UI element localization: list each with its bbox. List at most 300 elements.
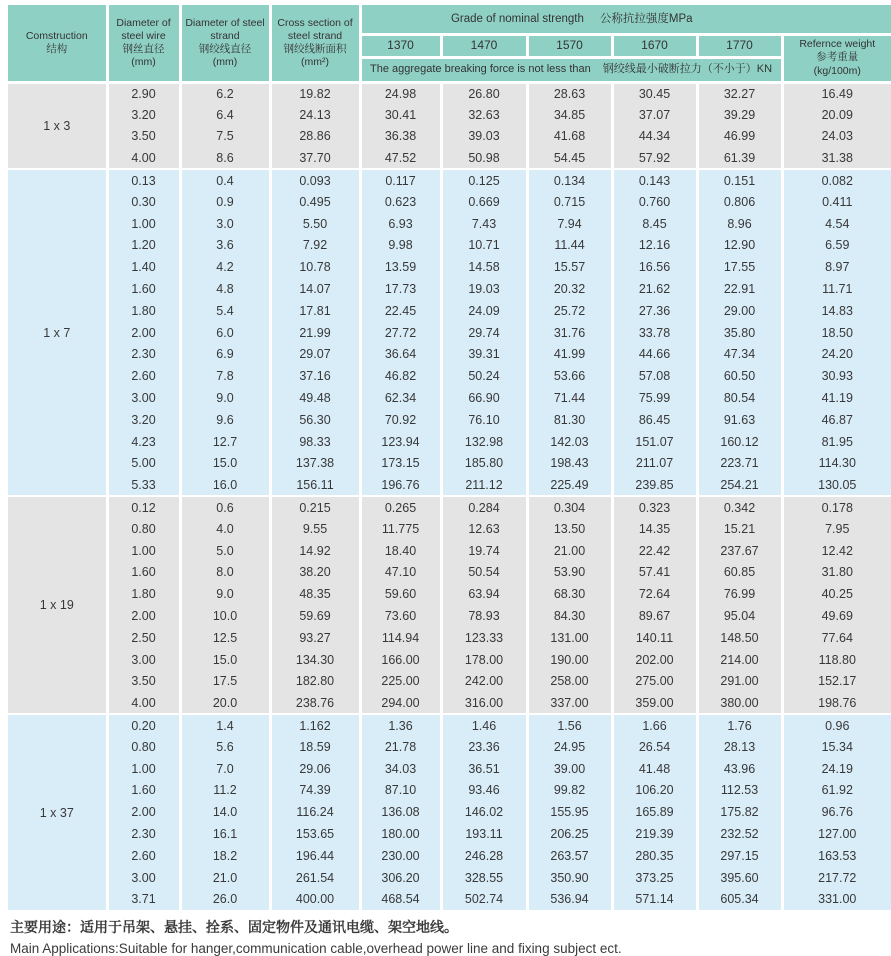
cell: 502.74	[441, 888, 527, 910]
table-row	[8, 387, 891, 409]
cell: 34.85	[527, 104, 612, 126]
cell: 61.92	[782, 780, 891, 802]
cell: 60.85	[697, 562, 782, 584]
cell: 1.80	[107, 300, 180, 322]
table-row	[8, 213, 891, 235]
cell: 70.92	[360, 409, 441, 431]
cell: 22.45	[360, 300, 441, 322]
cell: 130.05	[782, 474, 891, 496]
cell: 4.00	[107, 147, 180, 169]
cell: 74.39	[270, 780, 360, 802]
cell: 0.495	[270, 191, 360, 213]
cell: 31.38	[782, 147, 891, 169]
cell: 17.73	[360, 278, 441, 300]
cell: 148.50	[697, 627, 782, 649]
construction-label: 1 x 19	[8, 496, 107, 714]
cell: 63.94	[441, 583, 527, 605]
cell: 50.24	[441, 365, 527, 387]
cell: 173.15	[360, 453, 441, 475]
table-row	[8, 562, 891, 584]
cell: 24.13	[270, 104, 360, 126]
cell: 11.44	[527, 235, 612, 257]
cell: 57.08	[612, 365, 697, 387]
cell: 536.94	[527, 888, 612, 910]
cell: 17.5	[180, 671, 270, 693]
cell: 137.38	[270, 453, 360, 475]
cell: 263.57	[527, 845, 612, 867]
cell: 29.06	[270, 758, 360, 780]
cell: 0.151	[697, 169, 782, 191]
cell: 175.82	[697, 801, 782, 823]
header-breaking-force: The aggregate breaking force is not less than 钢绞线最小破断拉力（不小于）KN	[360, 57, 782, 82]
cell: 1.60	[107, 780, 180, 802]
cell: 22.91	[697, 278, 782, 300]
cell: 50.54	[441, 562, 527, 584]
table-row	[8, 256, 891, 278]
cell: 62.34	[360, 387, 441, 409]
cell: 1.36	[360, 714, 441, 736]
cell: 131.00	[527, 627, 612, 649]
cell: 13.59	[360, 256, 441, 278]
cell: 11.775	[360, 518, 441, 540]
cell: 26.0	[180, 888, 270, 910]
cell: 39.29	[697, 104, 782, 126]
cell: 1.60	[107, 562, 180, 584]
cell: 6.4	[180, 104, 270, 126]
table-row	[8, 627, 891, 649]
cell: 165.89	[612, 801, 697, 823]
cell: 16.1	[180, 823, 270, 845]
table-row	[8, 496, 891, 518]
cell: 7.43	[441, 213, 527, 235]
cell: 3.20	[107, 409, 180, 431]
cell: 16.56	[612, 256, 697, 278]
cell: 180.00	[360, 823, 441, 845]
cell: 5.33	[107, 474, 180, 496]
cell: 7.95	[782, 518, 891, 540]
cell: 3.0	[180, 213, 270, 235]
cell: 225.49	[527, 474, 612, 496]
cell: 39.00	[527, 758, 612, 780]
cell: 84.30	[527, 605, 612, 627]
cell: 242.00	[441, 671, 527, 693]
cell: 78.93	[441, 605, 527, 627]
cell: 206.25	[527, 823, 612, 845]
cell: 3.00	[107, 649, 180, 671]
table-row	[8, 823, 891, 845]
table-row	[8, 540, 891, 562]
cell: 1.20	[107, 235, 180, 257]
cell: 59.69	[270, 605, 360, 627]
cell: 30.93	[782, 365, 891, 387]
cell: 20.09	[782, 104, 891, 126]
cell: 190.00	[527, 649, 612, 671]
table-row	[8, 692, 891, 714]
header-grade-1670: 1670	[612, 34, 697, 57]
cell: 0.6	[180, 496, 270, 518]
cell: 14.07	[270, 278, 360, 300]
table-row	[8, 736, 891, 758]
cell: 24.03	[782, 126, 891, 148]
cell: 21.62	[612, 278, 697, 300]
table-row	[8, 235, 891, 257]
cell: 59.60	[360, 583, 441, 605]
cell: 2.00	[107, 801, 180, 823]
cell: 73.60	[360, 605, 441, 627]
cell: 12.5	[180, 627, 270, 649]
table-row	[8, 671, 891, 693]
table-row	[8, 583, 891, 605]
cell: 36.51	[441, 758, 527, 780]
cell: 30.45	[612, 82, 697, 104]
header-grade-1370: 1370	[360, 34, 441, 57]
cell: 5.6	[180, 736, 270, 758]
cell: 7.94	[527, 213, 612, 235]
cell: 8.96	[697, 213, 782, 235]
cell: 373.25	[612, 867, 697, 889]
table-row	[8, 780, 891, 802]
cell: 33.78	[612, 322, 697, 344]
cell: 12.42	[782, 540, 891, 562]
cell: 21.78	[360, 736, 441, 758]
cell: 0.082	[782, 169, 891, 191]
cell: 2.30	[107, 344, 180, 366]
cell: 18.40	[360, 540, 441, 562]
cell: 53.90	[527, 562, 612, 584]
cell: 2.00	[107, 322, 180, 344]
construction-label: 1 x 37	[8, 714, 107, 910]
cell: 275.00	[612, 671, 697, 693]
cell: 2.50	[107, 627, 180, 649]
cell: 29.07	[270, 344, 360, 366]
cell: 237.67	[697, 540, 782, 562]
cell: 2.60	[107, 365, 180, 387]
footer-note-zh: 主要用途：适用于吊架、悬挂、拴系、固定物件及通讯电缆、架空地线。	[10, 919, 458, 936]
table-row	[8, 82, 891, 104]
cell: 3.50	[107, 126, 180, 148]
cell: 223.71	[697, 453, 782, 475]
cell: 0.178	[782, 496, 891, 518]
cell: 32.63	[441, 104, 527, 126]
cell: 0.80	[107, 518, 180, 540]
cell: 114.94	[360, 627, 441, 649]
cell: 35.80	[697, 322, 782, 344]
cell: 20.32	[527, 278, 612, 300]
footer-notes	[10, 917, 891, 956]
group-1x3	[8, 82, 891, 169]
cell: 10.0	[180, 605, 270, 627]
cell: 77.64	[782, 627, 891, 649]
cell: 214.00	[697, 649, 782, 671]
cell: 28.86	[270, 126, 360, 148]
cell: 359.00	[612, 692, 697, 714]
cell: 261.54	[270, 867, 360, 889]
cell: 48.35	[270, 583, 360, 605]
header-grade-1470: 1470	[441, 34, 527, 57]
cell: 14.83	[782, 300, 891, 322]
cell: 6.59	[782, 235, 891, 257]
cell: 127.00	[782, 823, 891, 845]
cell: 89.67	[612, 605, 697, 627]
cell: 350.90	[527, 867, 612, 889]
cell: 294.00	[360, 692, 441, 714]
cell: 21.0	[180, 867, 270, 889]
cell: 0.342	[697, 496, 782, 518]
cell: 46.82	[360, 365, 441, 387]
header-wire-diameter: Diameter of steel wire 钢丝直径 (mm)	[107, 5, 180, 82]
table-row	[8, 801, 891, 823]
cell: 0.806	[697, 191, 782, 213]
cell: 93.46	[441, 780, 527, 802]
cell: 291.00	[697, 671, 782, 693]
cell: 19.82	[270, 82, 360, 104]
cell: 196.76	[360, 474, 441, 496]
cell: 160.12	[697, 431, 782, 453]
cell: 41.48	[612, 758, 697, 780]
cell: 1.00	[107, 758, 180, 780]
cell: 57.41	[612, 562, 697, 584]
cell: 75.99	[612, 387, 697, 409]
cell: 118.80	[782, 649, 891, 671]
cell: 40.25	[782, 583, 891, 605]
cell: 15.0	[180, 649, 270, 671]
cell: 16.49	[782, 82, 891, 104]
cell: 26.54	[612, 736, 697, 758]
cell: 4.2	[180, 256, 270, 278]
cell: 18.59	[270, 736, 360, 758]
cell: 16.0	[180, 474, 270, 496]
cell: 47.34	[697, 344, 782, 366]
cell: 81.95	[782, 431, 891, 453]
cell: 14.0	[180, 801, 270, 823]
header-construction: Comstruction 结构	[8, 5, 107, 82]
cell: 61.39	[697, 147, 782, 169]
group-1x19	[8, 496, 891, 714]
construction-label: 1 x 7	[8, 169, 107, 496]
cell: 106.20	[612, 780, 697, 802]
cell: 27.36	[612, 300, 697, 322]
cell: 15.0	[180, 453, 270, 475]
cell: 21.00	[527, 540, 612, 562]
table-row	[8, 126, 891, 148]
cell: 0.093	[270, 169, 360, 191]
cell: 0.143	[612, 169, 697, 191]
cell: 7.92	[270, 235, 360, 257]
cell: 4.23	[107, 431, 180, 453]
cell: 60.50	[697, 365, 782, 387]
cell: 23.36	[441, 736, 527, 758]
cell: 116.24	[270, 801, 360, 823]
group-1x7	[8, 169, 891, 496]
cell: 0.30	[107, 191, 180, 213]
cell: 9.0	[180, 583, 270, 605]
cell: 99.82	[527, 780, 612, 802]
cell: 217.72	[782, 867, 891, 889]
cell: 193.11	[441, 823, 527, 845]
cell: 0.125	[441, 169, 527, 191]
cell: 87.10	[360, 780, 441, 802]
spec-table	[8, 5, 891, 910]
cell: 50.98	[441, 147, 527, 169]
cell: 0.13	[107, 169, 180, 191]
cell: 43.96	[697, 758, 782, 780]
cell: 0.134	[527, 169, 612, 191]
table-row	[8, 169, 891, 191]
cell: 232.52	[697, 823, 782, 845]
table-row	[8, 758, 891, 780]
cell: 280.35	[612, 845, 697, 867]
cell: 2.60	[107, 845, 180, 867]
cell: 36.38	[360, 126, 441, 148]
cell: 239.85	[612, 474, 697, 496]
cell: 0.4	[180, 169, 270, 191]
cell: 0.9	[180, 191, 270, 213]
cell: 3.6	[180, 235, 270, 257]
cell: 34.03	[360, 758, 441, 780]
cell: 39.03	[441, 126, 527, 148]
cell: 11.2	[180, 780, 270, 802]
cell: 3.00	[107, 867, 180, 889]
table-row	[8, 474, 891, 496]
cell: 20.0	[180, 692, 270, 714]
cell: 41.68	[527, 126, 612, 148]
cell: 10.71	[441, 235, 527, 257]
cell: 152.17	[782, 671, 891, 693]
cell: 123.33	[441, 627, 527, 649]
table-row	[8, 605, 891, 627]
cell: 246.28	[441, 845, 527, 867]
cell: 1.162	[270, 714, 360, 736]
header-grade-1770: 1770	[697, 34, 782, 57]
table-row	[8, 278, 891, 300]
cell: 9.55	[270, 518, 360, 540]
cell: 53.66	[527, 365, 612, 387]
cell: 1.60	[107, 278, 180, 300]
table-row	[8, 714, 891, 736]
cell: 38.20	[270, 562, 360, 584]
cell: 15.34	[782, 736, 891, 758]
table-header	[8, 5, 891, 82]
cell: 4.00	[107, 692, 180, 714]
cell: 93.27	[270, 627, 360, 649]
cell: 28.63	[527, 82, 612, 104]
cell: 8.6	[180, 147, 270, 169]
cell: 28.13	[697, 736, 782, 758]
cell: 30.41	[360, 104, 441, 126]
cell: 0.323	[612, 496, 697, 518]
cell: 14.35	[612, 518, 697, 540]
cell: 3.20	[107, 104, 180, 126]
cell: 24.20	[782, 344, 891, 366]
cell: 49.69	[782, 605, 891, 627]
cell: 9.0	[180, 387, 270, 409]
cell: 316.00	[441, 692, 527, 714]
grade-header-extension	[782, 5, 891, 34]
cell: 6.9	[180, 344, 270, 366]
cell: 306.20	[360, 867, 441, 889]
cell: 17.55	[697, 256, 782, 278]
cell: 211.07	[612, 453, 697, 475]
cell: 198.43	[527, 453, 612, 475]
cell: 258.00	[527, 671, 612, 693]
cell: 11.71	[782, 278, 891, 300]
cell: 6.2	[180, 82, 270, 104]
cell: 0.304	[527, 496, 612, 518]
cell: 0.669	[441, 191, 527, 213]
header-cross-section: Cross section of steel strand 钢绞线断面积 (mm²)	[270, 5, 360, 82]
cell: 5.4	[180, 300, 270, 322]
cell: 297.15	[697, 845, 782, 867]
cell: 76.99	[697, 583, 782, 605]
table-row	[8, 845, 891, 867]
cell: 31.80	[782, 562, 891, 584]
cell: 47.10	[360, 562, 441, 584]
cell: 14.58	[441, 256, 527, 278]
cell: 0.265	[360, 496, 441, 518]
cell: 0.411	[782, 191, 891, 213]
cell: 225.00	[360, 671, 441, 693]
cell: 146.02	[441, 801, 527, 823]
cell: 95.04	[697, 605, 782, 627]
cell: 254.21	[697, 474, 782, 496]
cell: 9.6	[180, 409, 270, 431]
cell: 0.760	[612, 191, 697, 213]
cell: 0.623	[360, 191, 441, 213]
cell: 395.60	[697, 867, 782, 889]
cell: 380.00	[697, 692, 782, 714]
cell: 9.98	[360, 235, 441, 257]
header-strand-diameter: Diameter of steel strand 钢绞线直径 (mm)	[180, 5, 270, 82]
cell: 185.80	[441, 453, 527, 475]
cell: 114.30	[782, 453, 891, 475]
cell: 41.99	[527, 344, 612, 366]
cell: 71.44	[527, 387, 612, 409]
cell: 0.96	[782, 714, 891, 736]
cell: 2.30	[107, 823, 180, 845]
table-row	[8, 649, 891, 671]
cell: 1.46	[441, 714, 527, 736]
cell: 36.64	[360, 344, 441, 366]
cell: 80.54	[697, 387, 782, 409]
cell: 2.90	[107, 82, 180, 104]
cell: 238.76	[270, 692, 360, 714]
cell: 86.45	[612, 409, 697, 431]
cell: 39.31	[441, 344, 527, 366]
construction-label: 1 x 3	[8, 82, 107, 169]
cell: 142.03	[527, 431, 612, 453]
cell: 26.80	[441, 82, 527, 104]
cell: 112.53	[697, 780, 782, 802]
cell: 81.30	[527, 409, 612, 431]
cell: 8.45	[612, 213, 697, 235]
cell: 24.95	[527, 736, 612, 758]
cell: 163.53	[782, 845, 891, 867]
cell: 211.12	[441, 474, 527, 496]
cell: 134.30	[270, 649, 360, 671]
cell: 19.03	[441, 278, 527, 300]
cell: 12.7	[180, 431, 270, 453]
cell: 1.56	[527, 714, 612, 736]
cell: 46.87	[782, 409, 891, 431]
cell: 76.10	[441, 409, 527, 431]
cell: 8.97	[782, 256, 891, 278]
cell: 25.72	[527, 300, 612, 322]
cell: 91.63	[697, 409, 782, 431]
cell: 0.284	[441, 496, 527, 518]
cell: 4.8	[180, 278, 270, 300]
table-row	[8, 300, 891, 322]
cell: 66.90	[441, 387, 527, 409]
